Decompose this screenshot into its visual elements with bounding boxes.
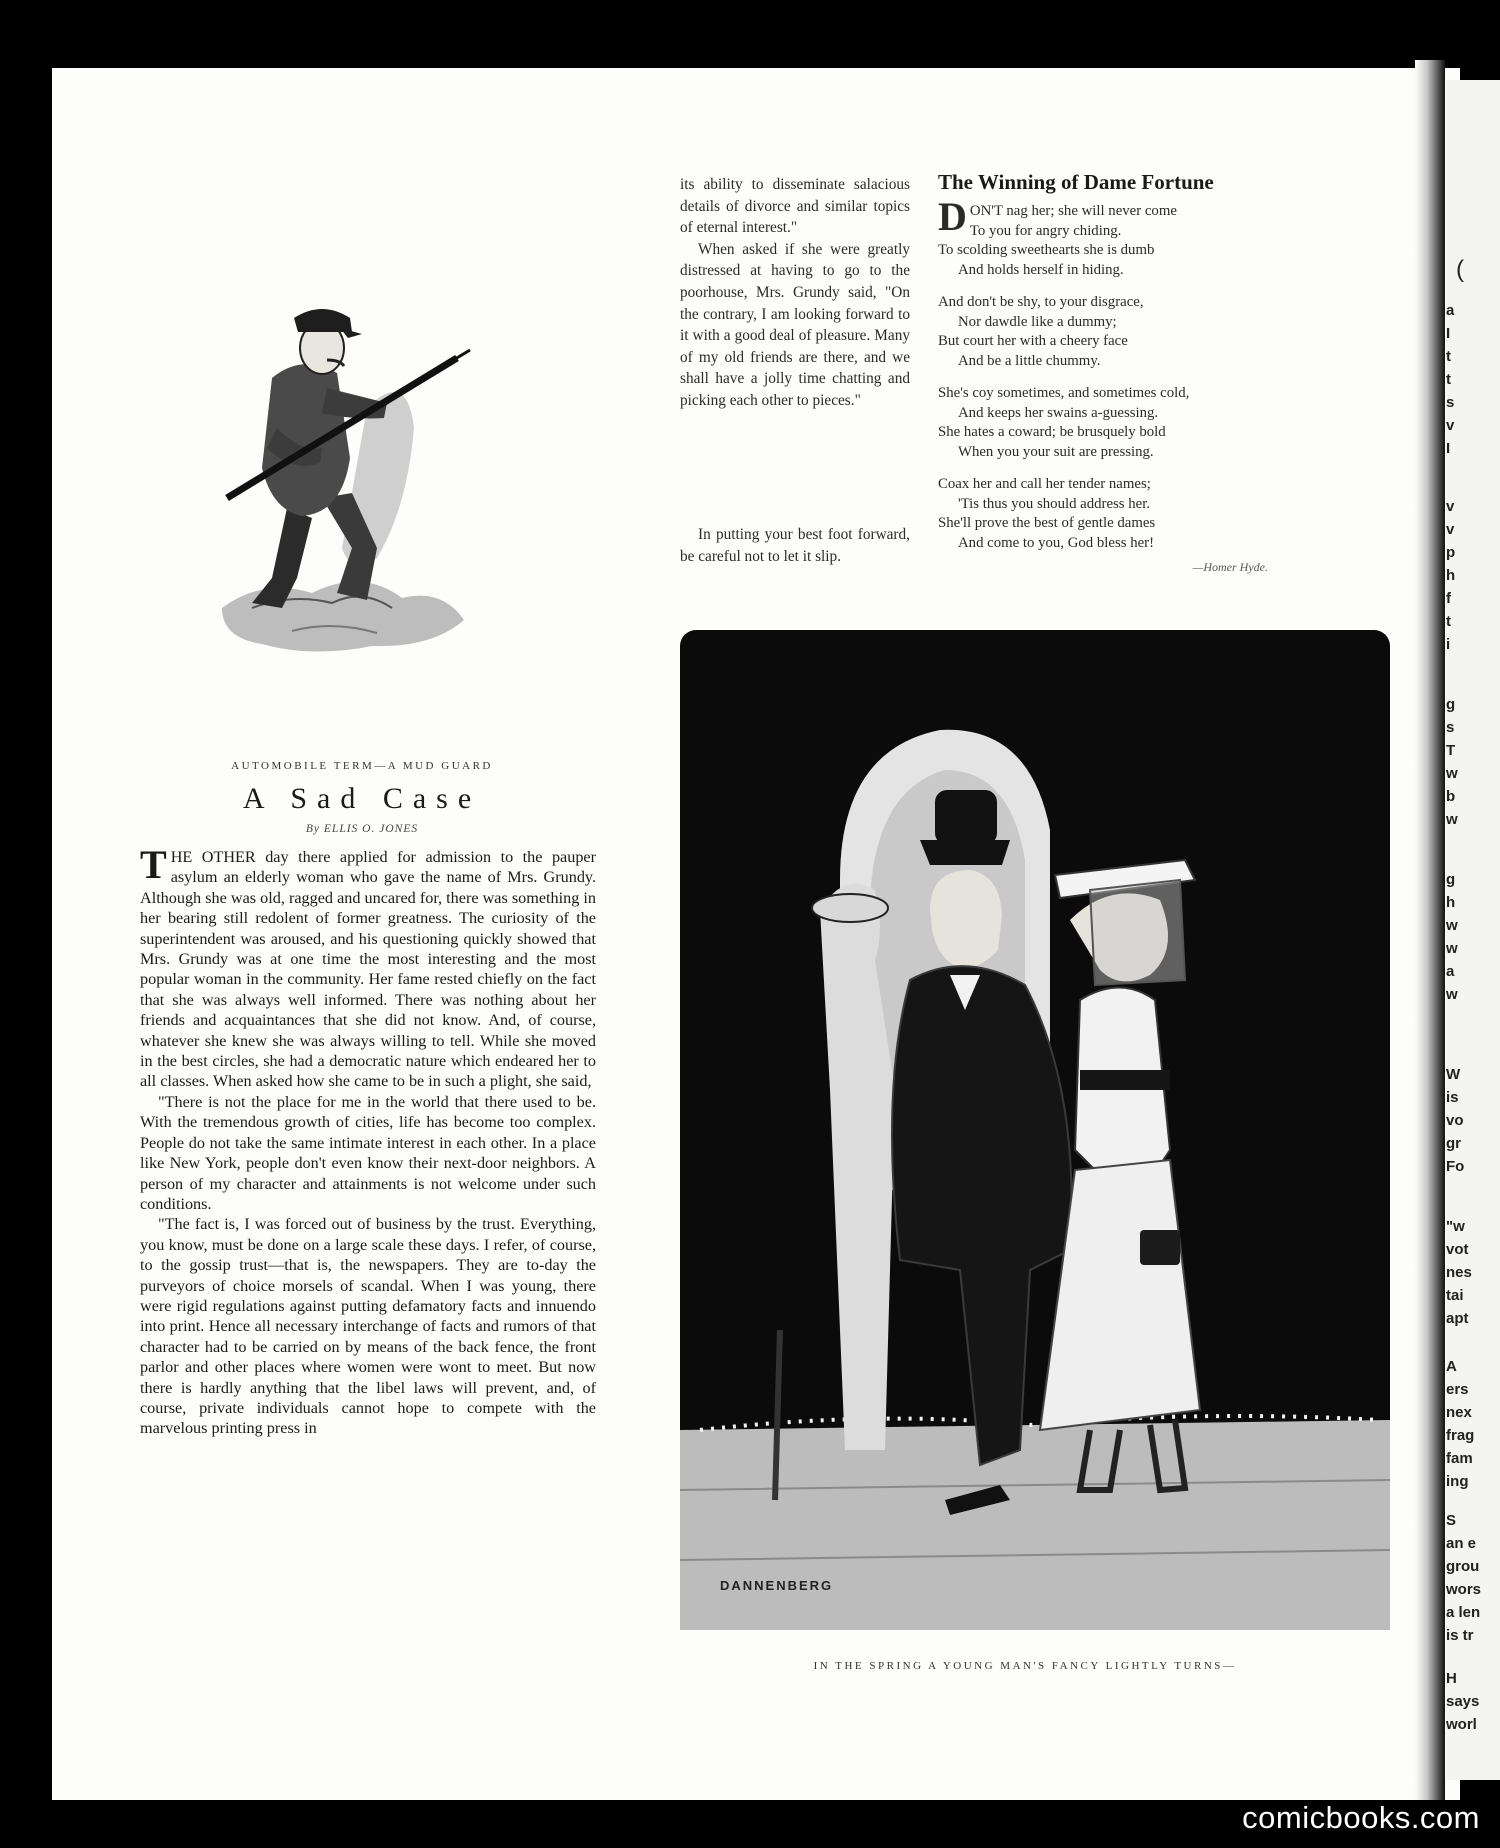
next-page-fragment: worl — [1446, 1716, 1477, 1733]
next-page-fragment: H — [1446, 1670, 1457, 1687]
next-page-fragment: I — [1446, 325, 1451, 342]
continuation-paragraph: When asked if she were greatly distressed at having to go to the poorhouse, Mrs. Grundy said, "On the contrary, I am looking forward to it with a good deal of pleasure. Many of my old friends are there, and we shall have a jolly time chatting and picking each other to pieces." — [680, 240, 910, 409]
next-page-edge — [1446, 80, 1500, 1780]
next-page-fragment: an e — [1446, 1535, 1477, 1552]
poem-stanza: And don't be shy, to your disgrace, Nor dawdle like a dummy; But court her with a cheery face And be a little chummy. — [938, 294, 1144, 369]
next-page-fragment: S — [1446, 1512, 1457, 1529]
article-dropcap: T — [140, 847, 167, 887]
next-page-fragment: says — [1446, 1693, 1480, 1710]
poem-dropcap: D — [938, 194, 967, 239]
next-page-fragment: v — [1446, 498, 1455, 515]
next-page-fragment: vo — [1446, 1112, 1464, 1129]
left-illustration-caption: AUTOMOBILE TERM—A MUD GUARD — [231, 760, 493, 772]
page-spine — [1415, 60, 1445, 1800]
next-page-fragment: vot — [1446, 1241, 1469, 1258]
site-watermark: comicbooks.com — [1242, 1800, 1480, 1835]
next-page-fragment: g — [1446, 871, 1456, 888]
next-page-fragment: grou — [1446, 1558, 1480, 1575]
next-page-fragment: t — [1446, 371, 1451, 388]
next-page-fragment: "w — [1446, 1218, 1465, 1235]
next-page-fragment: T — [1446, 742, 1456, 759]
next-page-fragment: ( — [1456, 256, 1464, 283]
next-page-fragment: wors — [1446, 1581, 1482, 1598]
poem-author: —Homer Hyde. — [1192, 560, 1268, 574]
next-page-fragment: tai — [1446, 1287, 1464, 1304]
poem-stanza: Coax her and call her tender names; 'Tis thus you should address her. She'll prove the best of gentle dames And come to you, God bless her! — [938, 476, 1156, 551]
soldier-illustration — [202, 248, 472, 668]
next-page-fragment: w — [1446, 917, 1458, 934]
next-page-fragment: f — [1446, 590, 1451, 607]
couple-illustration — [680, 630, 1390, 1630]
next-page-fragment: I — [1446, 440, 1451, 457]
next-page-fragment: ers — [1446, 1381, 1469, 1398]
next-page-fragment: p — [1446, 544, 1456, 561]
right-illustration-caption: IN THE SPRING A YOUNG MAN'S FANCY LIGHTLY TURNS— — [813, 1660, 1237, 1672]
next-page-fragment: is tr — [1446, 1627, 1474, 1644]
next-page-fragment: gr — [1446, 1135, 1461, 1152]
illustration-signature: DANNENBERG — [720, 1578, 834, 1593]
next-page-fragment: frag — [1446, 1427, 1475, 1444]
filler-item: In putting your best foot forward, be careful not to let it slip. — [680, 526, 910, 565]
next-page-fragment: h — [1446, 894, 1456, 911]
article-title: A Sad Case — [242, 782, 482, 815]
next-page-fragment: s — [1446, 394, 1455, 411]
next-page-fragment: a — [1446, 963, 1455, 980]
next-page-fragment: a len — [1446, 1604, 1481, 1621]
next-page-fragment: g — [1446, 696, 1456, 713]
article-body — [140, 847, 596, 1797]
next-page-fragment: h — [1446, 567, 1456, 584]
next-page-fragment: a — [1446, 302, 1455, 319]
poem — [938, 194, 1268, 578]
continuation-paragraph: its ability to disseminate salacious details of divorce and similar topics of eternal interest." — [680, 176, 910, 237]
next-page-fragment: fam — [1446, 1450, 1473, 1467]
next-page-fragment: nex — [1446, 1404, 1472, 1421]
poem-stanza: She's coy sometimes, and sometimes cold, And keeps her swains a-guessing. She hates a coward; be brusquely bold When you your suit are pressing. — [938, 385, 1190, 460]
next-page-fragment: i — [1446, 636, 1451, 653]
next-page-fragment: w — [1446, 940, 1458, 957]
poem-stanza: DON'T nag her; she will never come To you for angry chiding. To scolding sweethearts she is dumb And holds herself in hiding. — [938, 194, 1177, 278]
article-continuation — [680, 174, 910, 412]
next-page-fragment: t — [1446, 348, 1451, 365]
next-page-fragment: A — [1446, 1358, 1457, 1375]
next-page-fragment: w — [1446, 811, 1458, 828]
next-page-fragment: w — [1446, 986, 1458, 1003]
article-paragraph: "The fact is, I was forced out of business by the trust. Everything, you know, must be done on a large scale these days. I refer, of course, to the gossip trust—that is, the newspapers. They are to-day the purveyors of choice morsels of scandal. When I was young, there were rigid regulations against putting defamatory facts and innuendo into print. Hence all necessary interchange of facts and rumors of that character had to be carried on by means of the back fence, the front parlor and other places where women were wont to meet. But now there is hardly anything that the libel laws will prevent, and, of course, private individuals cannot hope to compete with the marvelous printing press in — [140, 1215, 596, 1438]
article-byline: By ELLIS O. JONES — [305, 823, 419, 835]
next-page-fragment: is — [1446, 1089, 1459, 1106]
next-page-fragment: nes — [1446, 1264, 1472, 1281]
poem-title: The Winning of Dame Fortune — [938, 170, 1214, 194]
next-page-fragment: b — [1446, 788, 1456, 805]
next-page-fragment: ing — [1446, 1473, 1469, 1490]
next-page-fragment: t — [1446, 613, 1451, 630]
next-page-fragment: W — [1446, 1066, 1461, 1083]
next-page-fragment: v — [1446, 417, 1455, 434]
article-paragraph: "There is not the place for me in the world that there used to be. With the tremendous growth of cities, life has become too complex. People do not take the same intimate interest in each other. In a place like New York, people don't even know their next-door neighbors. A person of my character and attainments is not welcome under such conditions. — [140, 1092, 596, 1213]
next-page-fragment: Fo — [1446, 1158, 1465, 1175]
next-page-fragment: s — [1446, 719, 1455, 736]
next-page-fragment: w — [1446, 765, 1458, 782]
magazine-page — [52, 68, 1460, 1800]
next-page-fragment: apt — [1446, 1310, 1469, 1327]
article-paragraph: THE OTHER day there applied for admission to the pauper asylum an elderly woman who gave the name of Mrs. Grundy. Although she was old, ragged and uncared for, there was something in her bearing still redolent of former greatness. The curiosity of the superintendent was aroused, and his questioning quickly showed that Mrs. Grundy was at one time the most interesting and the most popular woman in the community. Her fame rested chiefly on the fact that she was always well informed. There was nothing about her friends and acquaintances that she did not know. And, of course, whatever she knew she was always willing to tell. While she moved in the best circles, she had a democratic nature which endeared her to all classes. When asked how she came to be in such a plight, she said, — [140, 847, 596, 1091]
next-page-fragment: v — [1446, 521, 1455, 538]
